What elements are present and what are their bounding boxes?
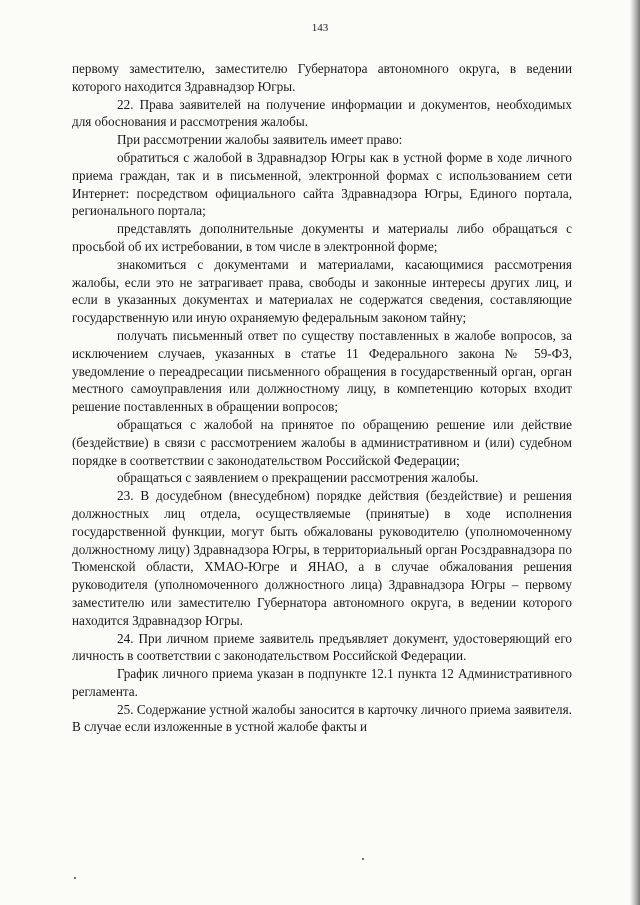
paragraph: При рассмотрении жалобы заявитель имеет право: xyxy=(117,132,403,148)
paragraph: обратиться с жалобой в Здравнадзор Югры как в устной форме в ходе личного приема граждан, так и в письменной, электронной формах с использованием сети Интернет: посредством официального сайта Здравнадзора Югры, Единого портала, регионального портала; xyxy=(72,149,572,219)
paragraph: 22. Права заявителей на получение информации и документов, необходимых для обоснования и рассмотрения жалобы. xyxy=(72,96,572,130)
paragraph: 24. При личном приеме заявитель предъявляет документ, удостоверяющий его личность в соответствии с законодательством Российской Федерации. xyxy=(72,630,572,664)
paragraph: График личного приема указан в подпункте 12.1 пункта 12 Административного регламента. xyxy=(72,666,572,699)
paragraph: обращаться с жалобой на принятое по обращению решение или действие (бездействие) в связи с рассмотрением жалобы в административном и (или) судебном порядке в соответствии с законодательством Российской Федерации; xyxy=(72,416,572,468)
paragraph: 23. В досудебном (внесудебном) порядке действия (бездействие) и решения должностных лиц отдела, осуществляемые (принятые) в ходе исполнения государственной функции, могут быть обжалованы руководителю (уполномоченному должностному лицу) Здравнадзора Югры, в территориальный орган Росздравнадзора по Тюменской области, ХМАО-Югре и ЯНАО, а в случае обжалования решения руководителя (уполномоченного должностного лица) Здравнадзора Югры – первому заместителю или заместителю Губернатора автономного округа, в ведении которого находится Здравнадзор Югры. xyxy=(72,488,572,628)
scan-speck xyxy=(74,877,76,879)
paragraph: 25. Содержание устной жалобы заносится в карточку личного приема заявителя. В случае если изложенные в устной жалобе факты и xyxy=(72,701,572,735)
paragraph: обращаться с заявлением о прекращении рассмотрения жалобы. xyxy=(117,470,479,486)
paragraph: представлять дополнительные документы и материалы либо обращаться с просьбой об их истребовании, в том числе в электронной форме; xyxy=(72,221,572,254)
paragraph: знакомиться с документами и материалами, касающимися рассмотрения жалобы, если это не затрагивает права, свободы и законные интересы других лиц, и если в указанных документах и материалах не содержатся сведения, составляющие государственную или иную охраняемую федеральным законом тайну; xyxy=(72,256,572,326)
page-number: 143 xyxy=(311,22,329,34)
scan-speck xyxy=(362,858,364,860)
scan-edge-shadow xyxy=(630,0,640,905)
paragraph: первому заместителю, заместителю Губернатора автономного округа, в ведении которого находится Здравнадзор Югры. xyxy=(72,61,572,94)
paragraph: получать письменный ответ по существу поставленных в жалобе вопросов, за исключением случаев, указанных в статье 11 Федерального закона № 59-ФЗ, уведомление о переадресации письменного обращения в государственный орган, орган местного самоуправления или должностному лицу, в компетенцию которых входит решение поставленных в обращении вопросов; xyxy=(72,327,572,415)
document-body xyxy=(72,60,572,736)
